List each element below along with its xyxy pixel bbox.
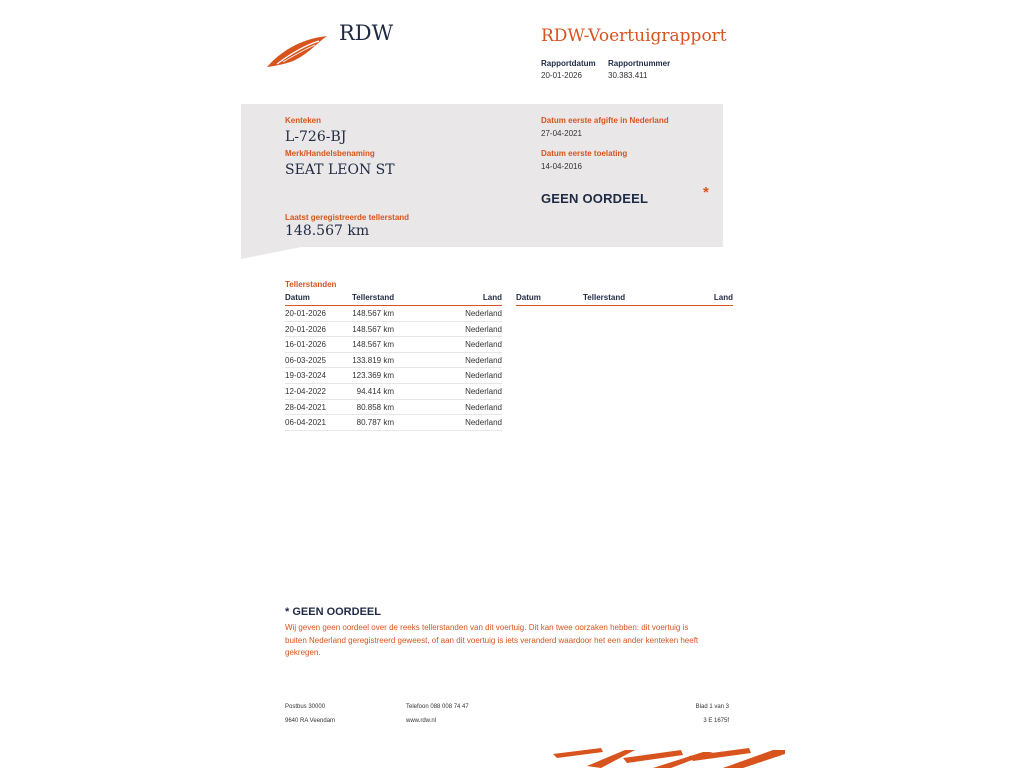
- merk-label: Merk/Handelsbenaming: [285, 149, 375, 158]
- rapportnummer-label: Rapportnummer: [608, 59, 671, 68]
- cell-land: Nederland: [465, 309, 502, 318]
- column-header-land: Land: [482, 293, 502, 302]
- rdw-feather-logo-icon: [265, 33, 331, 69]
- column-header-tellerstand: Tellerstand: [583, 293, 626, 302]
- toelating-value: 14-04-2016: [541, 162, 582, 171]
- afgifte-label: Datum eerste afgifte in Nederland: [541, 116, 669, 125]
- rapportdatum-value: 20-01-2026: [541, 71, 582, 80]
- panel-notch: [241, 247, 301, 259]
- cell-datum: 06-03-2025: [285, 355, 326, 365]
- logo-text: RDW: [339, 21, 394, 45]
- rapportnummer-value: 30.383.411: [608, 71, 648, 80]
- cell-tellerstand: 148.567 km: [352, 324, 394, 334]
- tellerstand-value: 148.567 km: [285, 223, 370, 239]
- table-row: [285, 368, 502, 384]
- column-header-datum: Datum: [285, 293, 310, 302]
- kenteken-label: Kenteken: [285, 116, 322, 125]
- footnote-text: Wij geven geen oordeel over de reeks tellerstanden van dit voertuig. Dit kan twee oorzaken hebben: dit voertuig is buiten Nederland geregistreerd geweest, of aan dit voertuig is iets veranderd waardoor het een ander kenteken heeft gekregen.: [285, 623, 699, 658]
- afgifte-value: 27-04-2021: [541, 129, 582, 138]
- table-row: [285, 415, 502, 431]
- cell-tellerstand: 80.787 km: [356, 418, 394, 428]
- footer-postbus: Postbus 30000: [285, 704, 326, 710]
- cell-land: Nederland: [465, 402, 502, 412]
- cell-datum: 12-04-2022: [285, 386, 326, 396]
- kenteken-value: L-726-BJ: [285, 129, 347, 145]
- cell-tellerstand: 148.567 km: [352, 309, 394, 318]
- footer-address: 9640 RA Veendam: [285, 718, 336, 724]
- table-header: [285, 293, 502, 306]
- cell-tellerstand: 80.858 km: [356, 402, 394, 412]
- table-row: [285, 384, 502, 400]
- cell-datum: 16-01-2026: [285, 340, 326, 350]
- table-row: [285, 322, 502, 338]
- table-header: [516, 293, 733, 306]
- cell-land: Nederland: [465, 418, 502, 428]
- verdict-asterisk: *: [703, 184, 709, 201]
- tellerstanden-table-right: [516, 293, 733, 306]
- table-row: [285, 400, 502, 416]
- report-title: RDW-Voertuigrapport: [541, 26, 727, 46]
- tellerstanden-title: Tellerstanden: [285, 280, 337, 289]
- document-code: 3 E 1675f: [703, 718, 729, 724]
- cell-datum: 19-03-2024: [285, 371, 326, 381]
- table-row: [285, 353, 502, 369]
- footer-website-link[interactable]: www.rdw.nl: [406, 718, 437, 724]
- tellerstand-label: Laatst geregistreerde tellerstand: [285, 213, 410, 222]
- cell-tellerstand: 94.414 km: [356, 386, 394, 396]
- column-header-land: Land: [713, 293, 733, 302]
- cell-land: Nederland: [465, 355, 502, 365]
- cell-datum: 06-04-2021: [285, 418, 326, 428]
- cell-land: Nederland: [465, 324, 502, 334]
- footnote-title: * GEEN OORDEEL: [285, 606, 381, 618]
- toelating-label: Datum eerste toelating: [541, 149, 628, 158]
- cell-datum: 20-01-2026: [285, 309, 326, 318]
- cell-datum: 20-01-2026: [285, 324, 326, 334]
- cell-tellerstand: 148.567 km: [352, 340, 394, 350]
- column-header-datum: Datum: [516, 293, 541, 302]
- cell-land: Nederland: [465, 386, 502, 396]
- rapportdatum-label: Rapportdatum: [541, 59, 596, 68]
- column-header-tellerstand: Tellerstand: [352, 293, 395, 302]
- cell-tellerstand: 123.369 km: [352, 371, 394, 381]
- page-indicator: Blad 1 van 3: [695, 704, 729, 710]
- cell-land: Nederland: [465, 371, 502, 381]
- cell-tellerstand: 133.819 km: [352, 355, 394, 365]
- merk-value: SEAT LEON ST: [285, 162, 395, 178]
- table-row: [285, 306, 502, 322]
- tellerstanden-table-left: [285, 293, 502, 431]
- verdict-text: GEEN OORDEEL: [541, 191, 649, 206]
- cell-land: Nederland: [465, 340, 502, 350]
- table-row: [285, 337, 502, 353]
- cell-datum: 28-04-2021: [285, 402, 326, 412]
- decorative-stripes-icon: [553, 746, 785, 768]
- footer-phone: Telefoon 088 008 74 47: [406, 704, 469, 710]
